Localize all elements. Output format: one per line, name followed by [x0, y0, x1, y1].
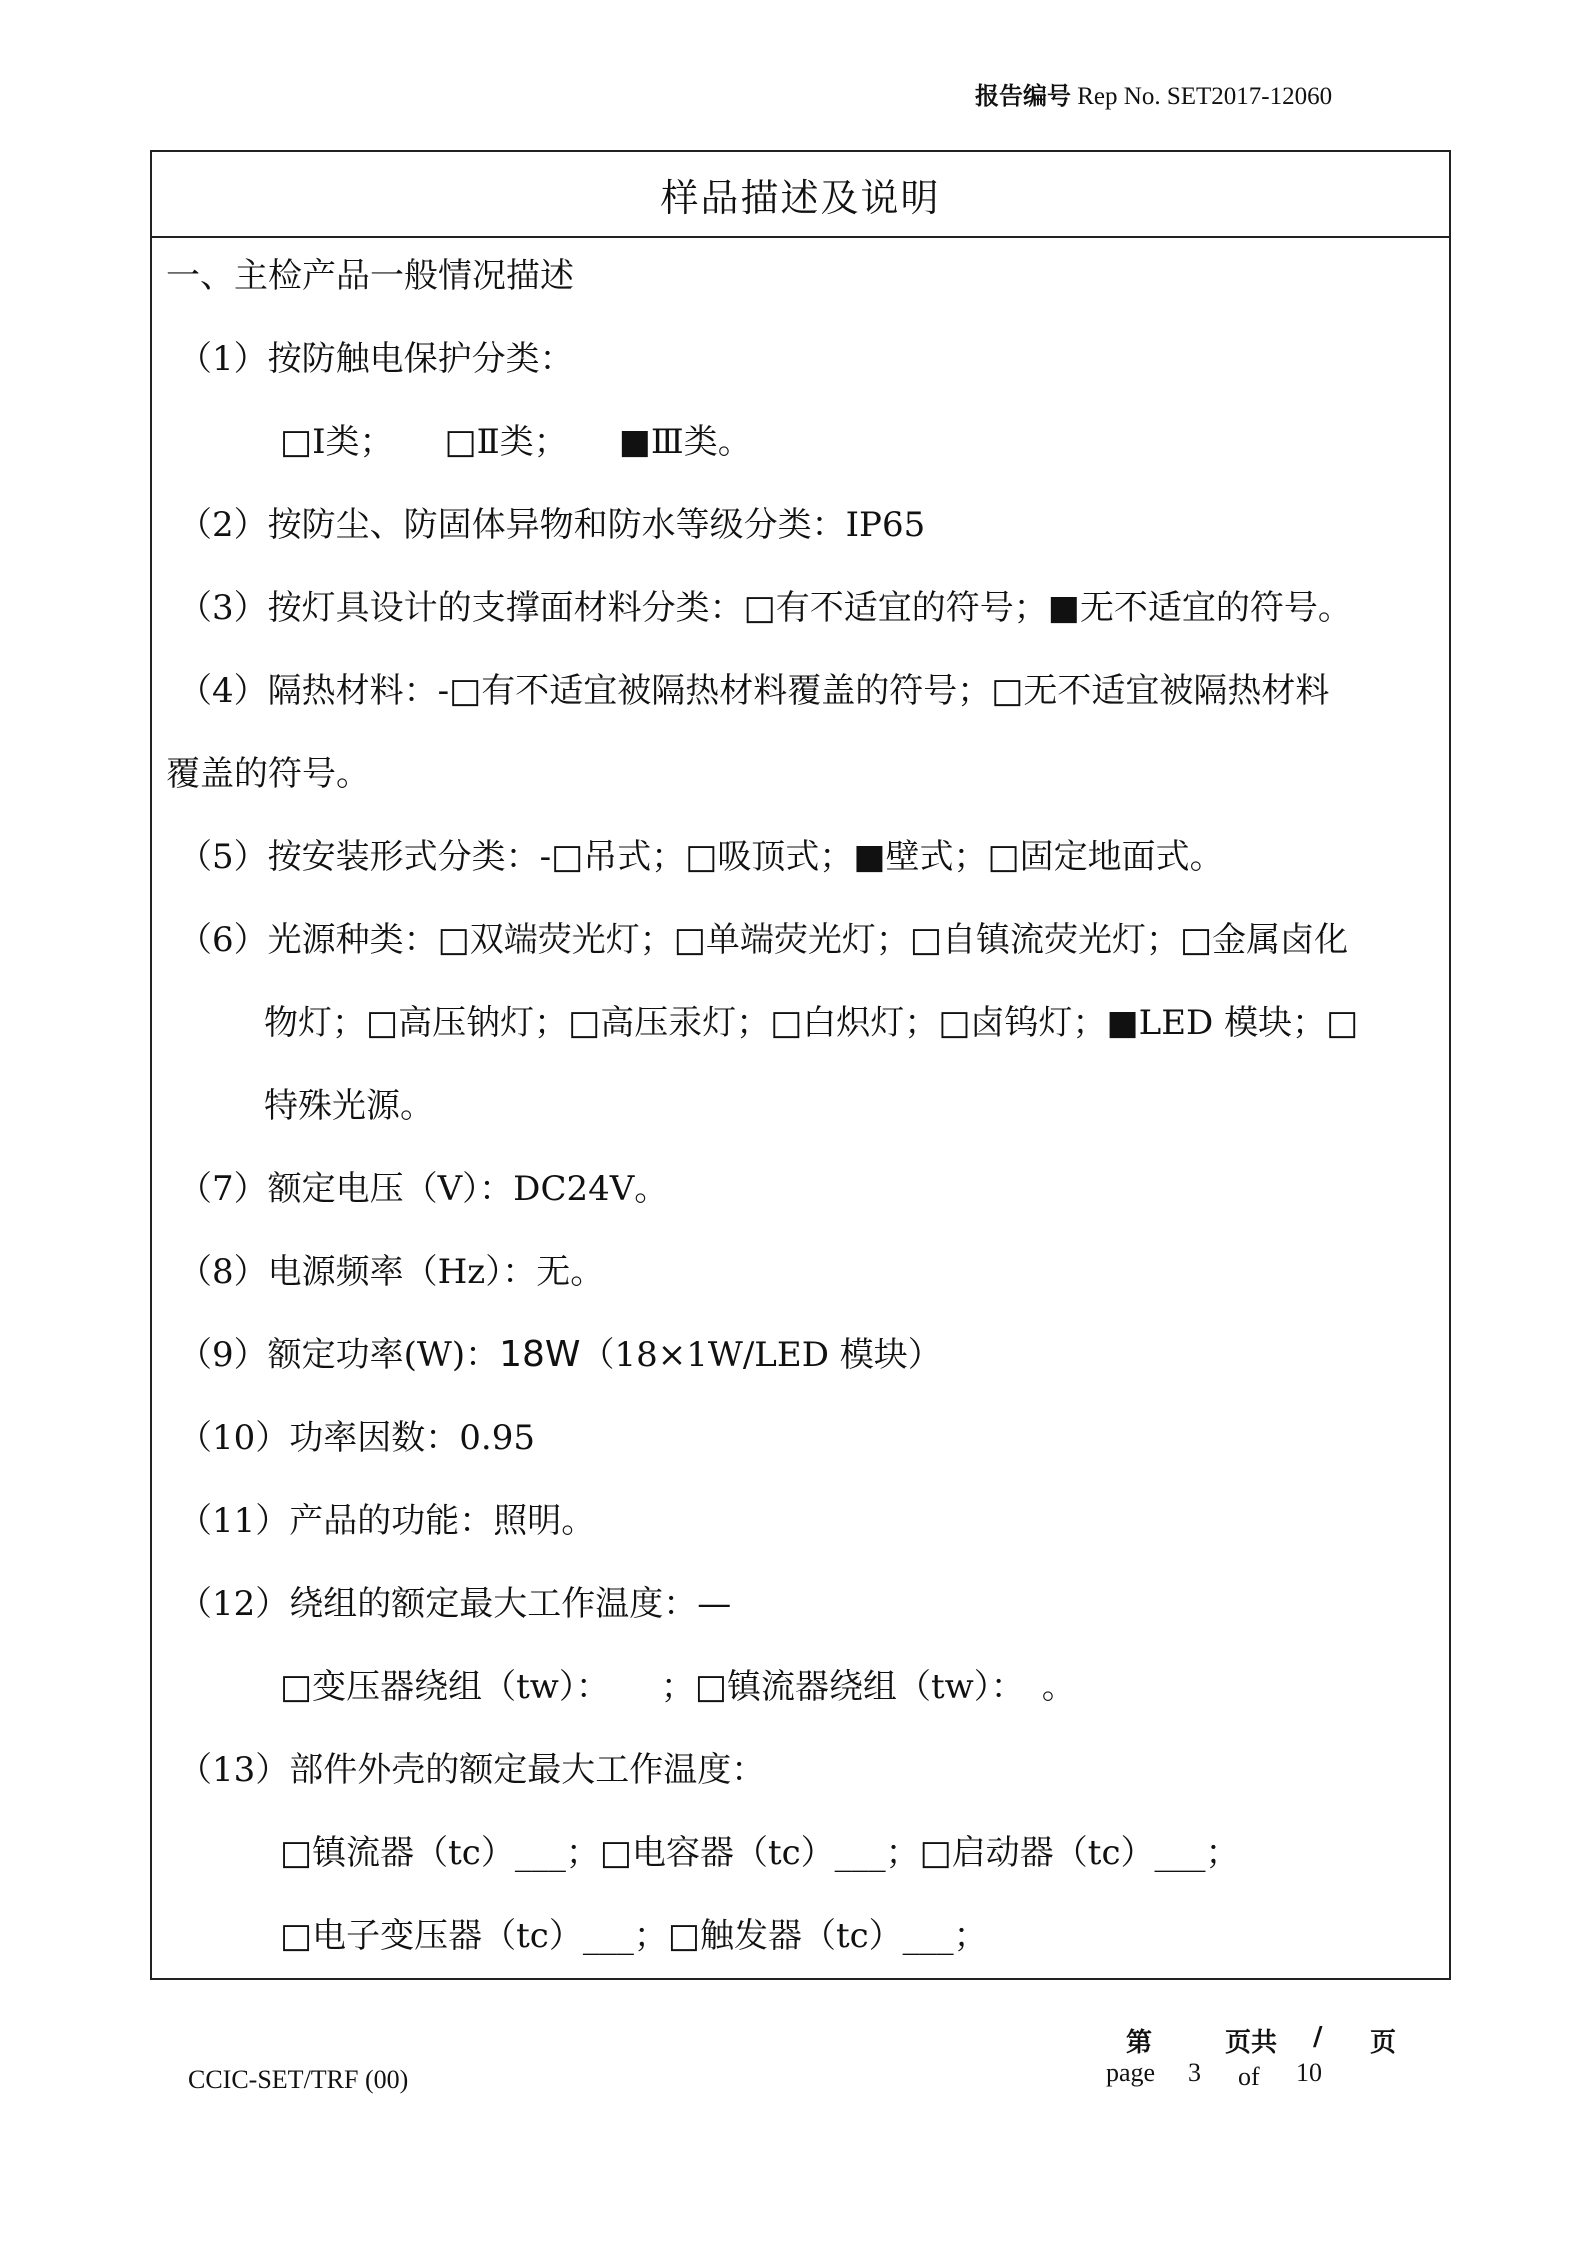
item-3: （3）按灯具设计的支撑面材料分类：□有不适宜的符号；■无不适宜的符号。 [178, 588, 1352, 628]
item-9-label: （9）额定功率(W)： [178, 1335, 500, 1375]
page-cn-slash: / [1313, 2022, 1323, 2052]
page-en-label: page [1106, 2058, 1156, 2087]
item-2: （2）按防尘、防固体异物和防水等级分类：IP65 [178, 505, 926, 545]
item-6-line-2: 物灯；□高压钠灯；□高压汞灯；□白炽灯；□卤钨灯；■LED 模块；□ [264, 1003, 1359, 1043]
report-number [975, 76, 1332, 111]
page-cn-di: 第 [1126, 2028, 1153, 2058]
item-13-options-1: □镇流器（tc）___；□电容器（tc）___；□启动器（tc）___； [280, 1833, 1240, 1873]
item-9 [178, 1327, 942, 1376]
item-1-title: （1）按防触电保护分类： [178, 339, 574, 379]
item-6-line-3: 特殊光源。 [264, 1086, 434, 1126]
item-9-detail: （18×1W/LED 模块） [580, 1335, 942, 1375]
item-10: （10）功率因数：0.95 [178, 1418, 535, 1458]
item-13-options-2: □电子变压器（tc）___；□触发器（tc）___； [280, 1916, 988, 1956]
report-number-label: 报告编号 [975, 82, 1071, 110]
item-13-title: （13）部件外壳的额定最大工作温度： [178, 1750, 766, 1790]
item-7: （7）额定电压（V）：DC24V。 [178, 1169, 669, 1209]
page-total: 10 [1296, 2058, 1322, 2087]
item-6-line-1: （6）光源种类：□双端荧光灯；□单端荧光灯；□自镇流荧光灯；□金属卤化 [178, 920, 1349, 960]
item-1-options: □Ⅰ类； □Ⅱ类； ■Ⅲ类。 [280, 422, 752, 462]
frame-title: 样品描述及说明 [152, 152, 1449, 238]
item-11: （11）产品的功能：照明。 [178, 1501, 596, 1541]
item-4-line-1: （4）隔热材料：-□有不适宜被隔热材料覆盖的符号；□无不适宜被隔热材料 [178, 671, 1330, 711]
item-12-options: □变压器绕组（tw）： ；□镇流器绕组（tw）： 。 [280, 1667, 1076, 1707]
page-cn-ye-gong: 页共 [1225, 2028, 1278, 2058]
page-cn-ye: 页 [1370, 2028, 1397, 2058]
report-number-value: Rep No. SET2017-12060 [1077, 83, 1333, 110]
item-12-title: （12）绕组的额定最大工作温度：— [178, 1584, 732, 1624]
page-current: 3 [1188, 2058, 1201, 2087]
section-heading: 一、主检产品一般情况描述 [166, 256, 574, 296]
item-9-value: 18W [499, 1334, 581, 1375]
sample-description-frame [150, 150, 1451, 1980]
form-code: CCIC-SET/TRF (00) [188, 2065, 409, 2094]
item-4-line-2: 覆盖的符号。 [166, 754, 370, 794]
item-8: （8）电源频率（Hz）：无。 [178, 1252, 605, 1292]
item-5: （5）按安装形式分类：-□吊式；□吸顶式；■壁式；□固定地面式。 [178, 837, 1224, 877]
page-en-of: of [1238, 2062, 1260, 2091]
